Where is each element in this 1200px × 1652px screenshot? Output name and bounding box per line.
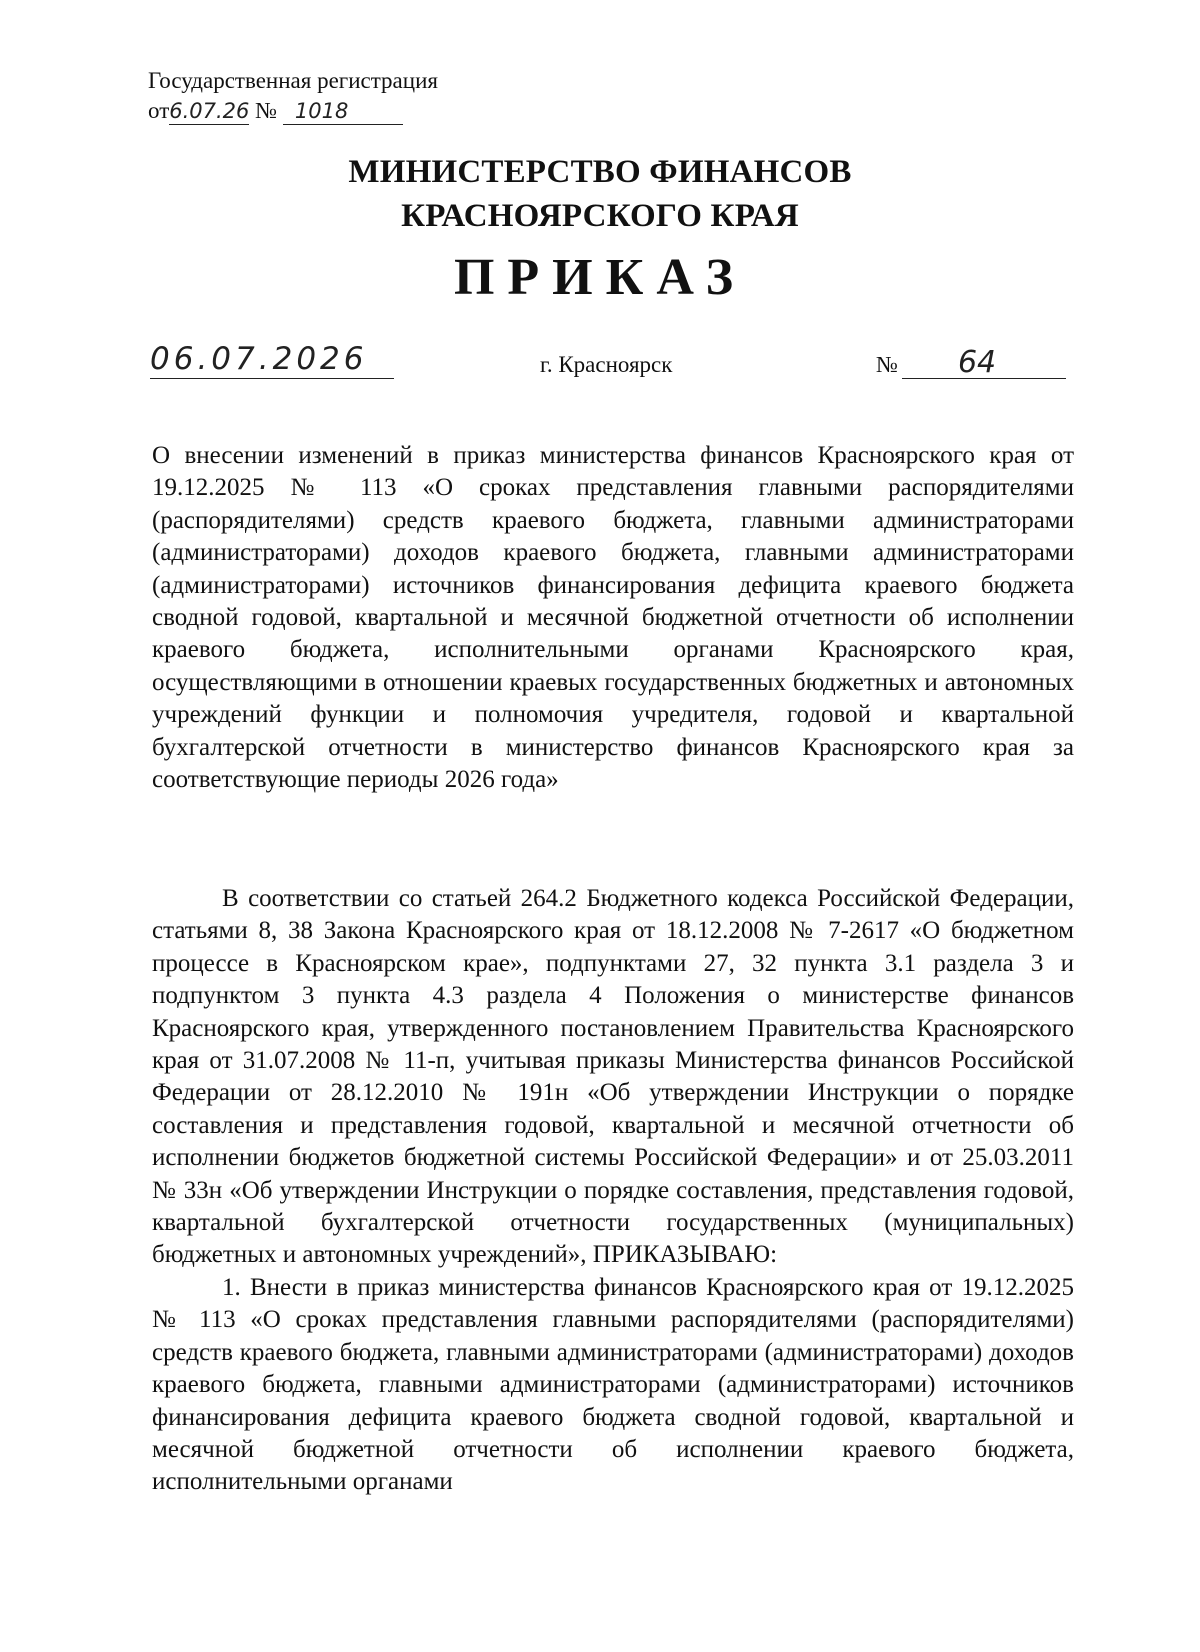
- registration-number: 1018: [283, 98, 403, 125]
- ministry-heading: [0, 150, 1200, 238]
- order-number: [876, 345, 1066, 380]
- ministry-line-2: КРАСНОЯРСКОГО КРАЯ: [401, 198, 799, 234]
- order-number-value: 64: [902, 348, 1066, 379]
- order-preamble: В соответствии со статьей 264.2 Бюджетного кодекса Российской Федерации, статьями 8, 38 Закона Красноярского края от 18.12.2008 № 7-2617 «О бюджетном процессе в Красноярском крае», подпунктами 27, 32 пункта 3.1 раздела 3 и подпунктом 3 пункта 4.3 раздела 4 Положения о министерстве финансов Красноярского края, утвержденного постановлением Правительства Красноярского края от 31.07.2008 № 11-п, учитывая приказы Министерства финансов Российской Федерации от 28.12.2010 № 191н «Об утверждении Инструкции о порядке составления и представления годовой, квартальной и месячной отчетности об исполнении бюджетов бюджетной системы Российской Федерации» и от 25.03.2011 № 33н «Об утверждении Инструкции о порядке составления, представления годовой, квартальной бухгалтерской отчетности государственных (муниципальных) бюджетных и автономных учреждений», ПРИКАЗЫВАЮ:: [152, 885, 1074, 1269]
- ministry-line-1: МИНИСТЕРСТВО ФИНАНСОВ: [348, 154, 852, 190]
- registration-number-sign: №: [255, 98, 278, 123]
- order-body: [152, 883, 1074, 1499]
- registration-date: 6.07.26: [169, 99, 250, 123]
- order-date: 06.07.2026: [150, 340, 394, 379]
- order-city: г. Красноярск: [540, 352, 673, 377]
- order-item-1: 1. Внести в приказ министерства финансов Красноярского края от 19.12.2025 № 113 «О сроках представления главными распорядителями (распорядителями) средств краевого бюджета, главными администраторами (администраторами) доходов краевого бюджета, главными администраторами (администраторами) источников финансирования дефицита краевого бюджета сводной годовой, квартальной и месячной бюджетной отчетности об исполнении краевого бюджета, исполнительными органами: [152, 1273, 1074, 1496]
- registration-prefix: от: [148, 98, 170, 123]
- order-meta-line: [0, 340, 1200, 384]
- registration-stamp: [148, 66, 438, 126]
- order-title: [152, 440, 1074, 796]
- registration-line: [148, 96, 438, 126]
- document-type-title: ПРИКАЗ: [453, 249, 747, 306]
- order-title-text: О внесении изменений в приказ министерства финансов Красноярского края от 19.12.2025 № 113 «О сроках представления главными распорядителями (распорядителями) средств краевого бюджета, главными администраторами (администраторами) доходов краевого бюджета, главными администраторами (администраторами) источников финансирования дефицита краевого бюджета сводной годовой, квартальной и месячной бюджетной отчетности об исполнении краевого бюджета, исполнительными органами Красноярского края, осуществляющими в отношении краевых государственных бюджетных и автономных учреждений функции и полномочия учредителя, годовой и квартальной бухгалтерской отчетности в министерство финансов Красноярского края за соответствующие периоды 2026 года»: [152, 442, 1074, 794]
- registration-label: Государственная регистрация: [148, 68, 438, 93]
- order-number-sign: №: [876, 352, 898, 377]
